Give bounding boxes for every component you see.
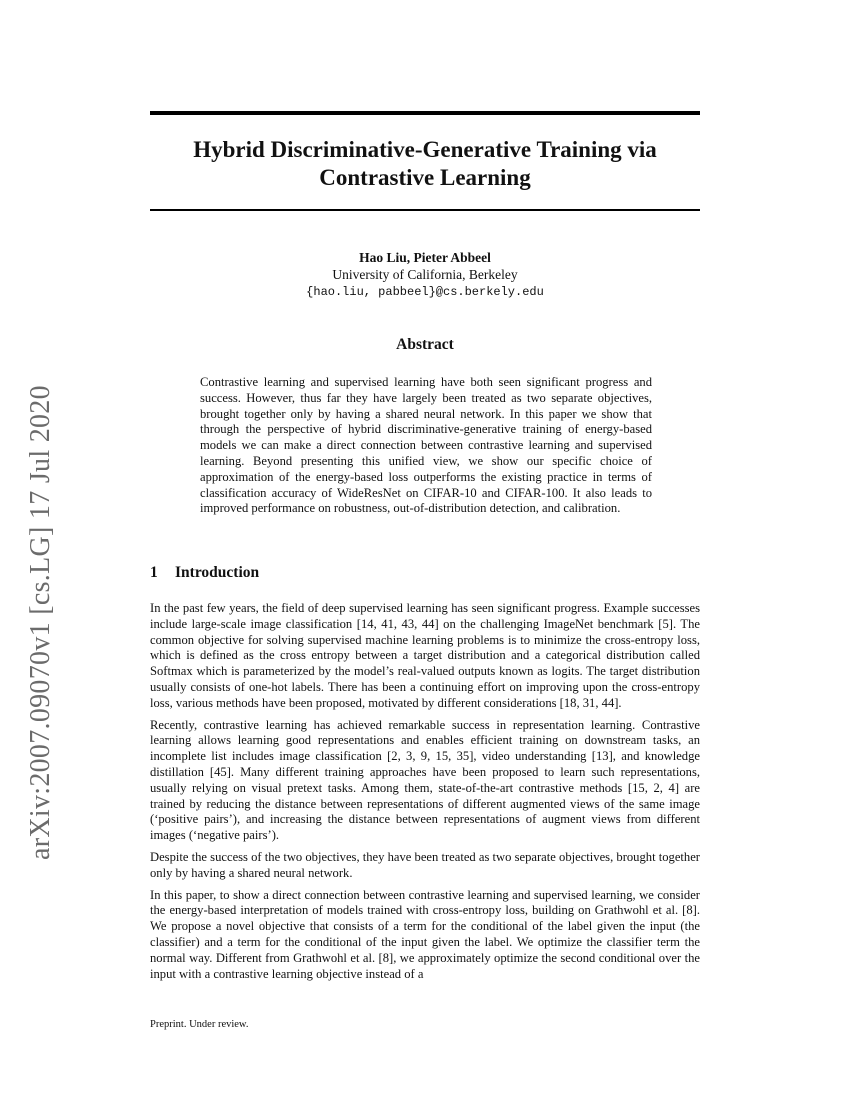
paper-title-line-1: Hybrid Discriminative-Generative Training via bbox=[193, 137, 657, 162]
introduction-body bbox=[150, 601, 700, 988]
title-bottom-rule bbox=[150, 209, 700, 211]
paragraph: In the past few years, the field of deep supervised learning has seen significant progress. Example successes include large-scale image classification [14, 41, 43, 44] on the challenging ImageNet benchmark [5]. The common objective for solving supervised machine learning problems is to minimize the cross-entropy loss, which is defined as the cross entropy between a target distribution and a categorical distribution called Softmax which is parameterized by the model’s real-valued outputs known as logits. The target distribution usually consists of one-hot labels. There has been a continuing effort on improving upon the cross-entropy loss, various methods have been proposed, motivated by different considerations [18, 31, 44]. bbox=[150, 601, 700, 710]
section-title: Introduction bbox=[175, 564, 260, 581]
abstract-text: Contrastive learning and supervised learning have both seen significant progress and success. However, thus far they have largely been treated as two separate objectives, brought together only by having a shared neural network. In this paper we show that through the perspective of hybrid discriminative-generative training of energy-based models we can make a direct connection between contrastive learning and supervised learning. Beyond presenting this unified view, we show our specific choice of approximation of the energy-based loss outperforms the existing practice in terms of classification accuracy of WideResNet on CIFAR-10 and CIFAR-100. It also leads to improved performance on robustness, out-of-distribution detection, and calibration. bbox=[200, 375, 652, 516]
section-heading-introduction bbox=[150, 563, 259, 583]
preprint-footer: Preprint. Under review. bbox=[150, 1019, 249, 1030]
paper-title-line-2: Contrastive Learning bbox=[319, 165, 531, 190]
paper-title bbox=[150, 136, 700, 192]
author-email: {hao.liu, pabbeel}@cs.berkely.edu bbox=[306, 285, 544, 299]
paragraph: In this paper, to show a direct connection between contrastive learning and supervised learning, we consider the energy-based interpretation of models trained with cross-entropy loss, building on Grathwohl et al. [8]. We propose a novel objective that consists of a term for the conditional of the label given the input (the classifier) and a term for the conditional of the input given the label. We optimize the classifier term the normal way. Different from Grathwohl et al. [8], we approximately optimize the second conditional over the input with a contrastive learning objective instead of a bbox=[150, 887, 700, 981]
paragraph: Despite the success of the two objectives, they have been treated as two separate objectives, brought together only by having a shared neural network. bbox=[150, 849, 700, 880]
section-number: 1 bbox=[150, 564, 158, 581]
author-affiliation: University of California, Berkeley bbox=[332, 267, 518, 282]
arxiv-identifier: arXiv:2007.09070v1 [cs.LG] 17 Jul 2020 bbox=[25, 385, 56, 860]
author-names: Hao Liu, Pieter Abbeel bbox=[359, 250, 491, 265]
abstract-heading: Abstract bbox=[396, 336, 454, 353]
title-top-rule bbox=[150, 111, 700, 115]
paragraph: Recently, contrastive learning has achieved remarkable success in representation learning. Contrastive learning allows learning good representations and enables efficient training on downstream tasks, an incomplete list includes image classification [2, 3, 9, 15, 35], video understanding [13], and knowledge distillation [45]. Many different training approaches have been proposed to learn such representations, usually relying on visual pretext tasks. Among them, state-of-the-art contrastive methods [15, 2, 4] are trained by reducing the distance between representations of different augmented views of the same image (‘positive pairs’), and increasing the distance between representations of augment views from different images (‘negative pairs’). bbox=[150, 717, 700, 843]
